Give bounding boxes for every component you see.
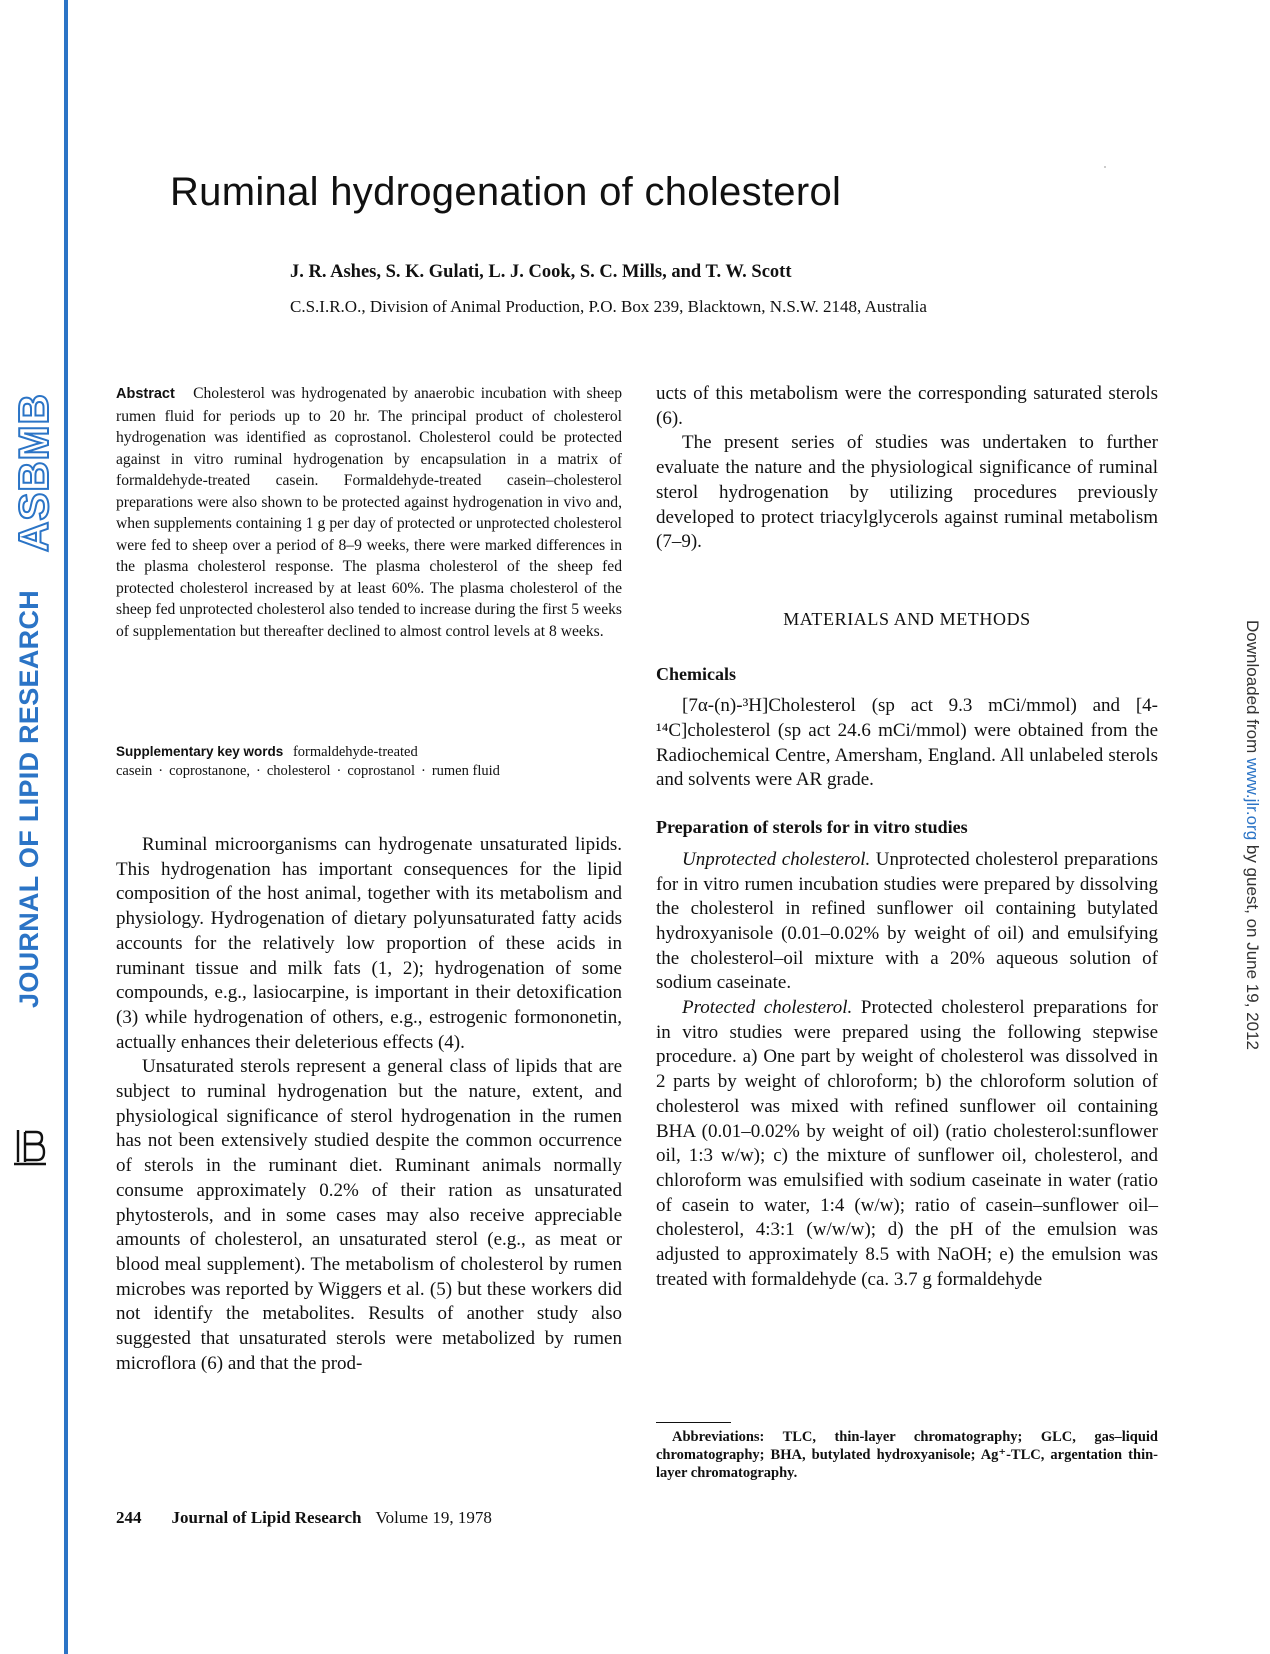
keyword: coprostanol xyxy=(347,763,415,779)
page-footer xyxy=(116,1508,492,1528)
unprotected-cholesterol-paragraph xyxy=(656,848,1158,996)
keyword: cholesterol xyxy=(266,763,331,779)
footer-volume: Volume 19, 1978 xyxy=(375,1508,492,1527)
sidebar-edge-line xyxy=(64,0,68,1654)
download-note xyxy=(1242,620,1262,1050)
article-title: Ruminal hydrogenation of cholesterol xyxy=(170,170,842,214)
journal-sidebar xyxy=(0,0,70,1654)
keywords-label: Supplementary key words xyxy=(116,744,284,759)
body-column-right xyxy=(656,382,1158,1293)
download-note-prefix: Downloaded from xyxy=(1243,620,1262,758)
abstract-label: Abstract xyxy=(116,386,175,402)
journal-name-vertical: JOURNAL OF LIPID RESEARCH xyxy=(14,589,44,1008)
subheading-sterol-preparation: Preparation of sterols for in vitro studies xyxy=(656,817,968,838)
subheading-chemicals: Chemicals xyxy=(656,663,736,684)
scan-speck xyxy=(1104,166,1106,168)
protected-cholesterol-paragraph xyxy=(656,996,1158,1292)
download-note-suffix: by guest, on June 19, 2012 xyxy=(1243,840,1262,1050)
body-column-left xyxy=(116,833,622,1376)
asbmb-logo: ASBMB xyxy=(10,393,57,552)
keyword: rumen fluid xyxy=(431,763,500,779)
jlr-logo-icon xyxy=(12,1128,48,1166)
introduction-paragraph: The present series of studies was undertaken to further evaluate the nature and the physiological significance of ruminal sterol hydrogenation by utilizing procedures previously developed to protect triacylglycerols against ruminal metabolism (7–9). xyxy=(656,432,1158,553)
keyword: coprostanone, xyxy=(169,763,251,779)
introduction-paragraph: Ruminal microorganisms can hydrogenate unsaturated lipids. This hydrogenation has important consequences for the lipid composition of the host animal, together with its metabolism and physiology. Hydrogenation of dietary polyunsaturated fatty acids accounts for the relatively low proportion of these acids in ruminant tissue and milk fats (1, 2); hydrogenation of some compounds, e.g., lasiocarpine, is important in their detoxification (3) while hydrogenation of others, e.g., estrogenic formononetin, actually enhances their deleterious effects (4). xyxy=(116,834,622,1053)
continued-paragraph: ucts of this metabolism were the corresponding saturated sterols (6). xyxy=(656,383,1158,429)
paragraph-text: Unprotected cholesterol preparations for in vitro rumen incubation studies were prepared by dissolving the cholesterol in refined sunflower oil containing butylated hydroxyanisole (0.01–0.02% by weight of oil) and emulsifying the cholesterol–oil mixture with a 20% aqueous solution of sodium caseinate. xyxy=(656,848,1159,994)
jlr-website-link[interactable]: www.jlr.org xyxy=(1243,757,1262,841)
run-in-heading: Unprotected cholesterol. xyxy=(682,848,871,870)
abbreviations-footnote: Abbreviations: TLC, thin-layer chromatography; GLC, gas–liquid chromatography; BHA, butylated hydroxyanisole; Ag⁺-TLC, argentation thin-layer chromatography. xyxy=(656,1429,1158,1481)
footnote-rule xyxy=(656,1422,731,1423)
abstract xyxy=(116,383,622,642)
run-in-heading: Protected cholesterol. xyxy=(682,997,853,1019)
footer-journal-name: Journal of Lipid Research xyxy=(171,1508,362,1527)
chemicals-paragraph: [7α-(n)-³H]Cholesterol (sp act 9.3 mCi/mmol) and [4-¹⁴C]cholesterol (sp act 24.6 mCi/mmol) were obtained from the Radiochemical Centre, Amersham, England. All unlabeled sterols and solvents were AR grade. xyxy=(656,695,1158,791)
page-number: 244 xyxy=(116,1508,142,1527)
article-affiliation: C.S.I.R.O., Division of Animal Production, P.O. Box 239, Blacktown, N.S.W. 2148, Australia xyxy=(290,297,927,316)
supplementary-keywords: Supplementary key words formaldehyde-treated casein · coprostanone, · cholesterol · coprostanol · rumen fluid xyxy=(116,744,500,779)
article-authors: J. R. Ashes, S. K. Gulati, L. J. Cook, S. C. Mills, and T. W. Scott xyxy=(290,262,792,282)
section-heading-materials-methods: MATERIALS AND METHODS xyxy=(783,608,1031,629)
introduction-paragraph: Unsaturated sterols represent a general class of lipids that are subject to ruminal hydrogenation but the nature, extent, and physiological significance of sterol hydrogenation in the rumen has not been extensively studied despite the common occurrence of sterols in the ruminant diet. Ruminant animals normally consume approximately 0.2% of their ration as unsaturated phytosterols, and in some cases may also receive appreciable amounts of cholesterol, an unsaturated sterol (e.g., as meat or blood meal supplement). The metabolism of cholesterol by rumen microbes was reported by Wiggers et al. (5) but these workers did not identify the metabolites. Results of another study also suggested that unsaturated sterols were metabolized by rumen microflora (6) and that the prod- xyxy=(116,1056,622,1374)
paragraph-text: Protected cholesterol preparations for in vitro studies were prepared using the following stepwise procedure. a) One part by weight of cholesterol was dissolved in 2 parts by weight of chloroform; b) the chloroform solution of cholesterol was mixed with refined sunflower oil containing BHA (0.01–0.02% by weight of oil) (ratio cholesterol:sunflower oil, 1:3 w/w); c) the mixture of sunflower oil, cholesterol, and chloroform was emulsified with sodium caseinate in water (ratio of casein to water, 1:4 (w/w); ratio of casein–sunflower oil–cholesterol, 4:3:1 (w/w/w); d) the pH of the emulsion was adjusted to approximately 8.5 with NaOH; e) the emulsion was treated with formaldehyde (ca. 3.7 g formaldehyde xyxy=(656,997,1158,1290)
abstract-text: Cholesterol was hydrogenated by anaerobic incubation with sheep rumen fluid for periods up to 20 hr. The principal product of cholesterol hydrogenation was identified as coprostanol. Cholesterol could be protected against in vitro ruminal hydrogenation by encapsulation in a matrix of formaldehyde-treated casein. Formaldehyde-treated casein–cholesterol preparations were also shown to be protected against hydrogenation in vivo and, when supplements containing 1 g per day of protected or unprotected cholesterol were fed to sheep over a period of 8–9 weeks, there were marked differences in the plasma cholesterol response. The plasma cholesterol of the sheep fed protected cholesterol increased by at least 60%. The plasma cholesterol of the sheep fed unprotected cholesterol also tended to increase during the first 5 weeks of supplementation but thereafter declined to almost control levels at 8 weeks. xyxy=(116,385,623,640)
keyword: formaldehyde-treated casein xyxy=(116,744,418,779)
